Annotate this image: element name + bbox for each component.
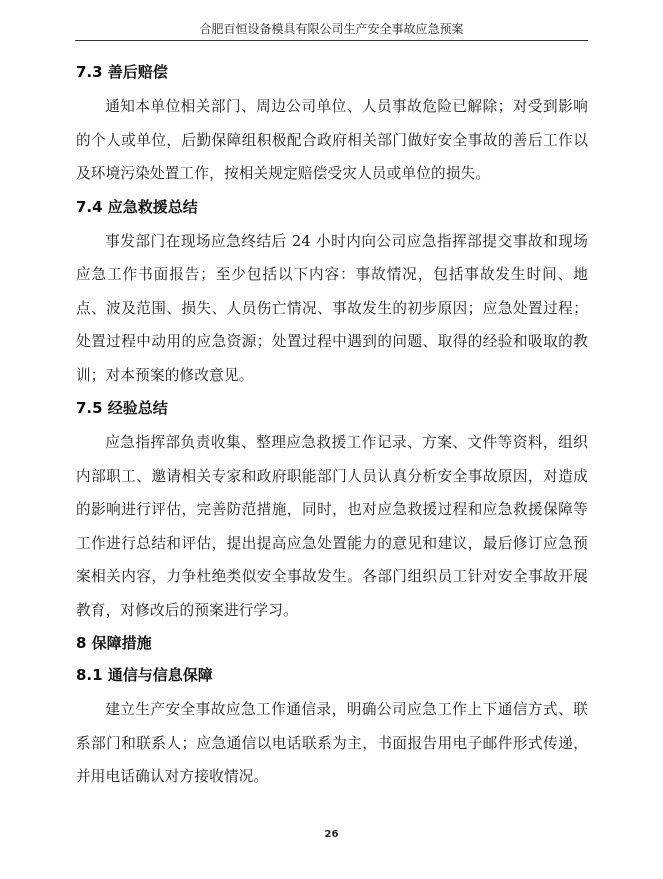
section-body-7-5: 应急指挥部负责收集、整理应急救援工作记录、方案、文件等资料，组织内部职工、邀请相关专家和政府职能部门人员认真分析安全事故原因，对造成的影响进行评估，完善防范措施，同时，也对应急救援过程和应急救援保障等工作进行总结和评估，提出提高应急处置能力的意见和建议，最后修订应急预案相关内容，力争杜绝类似安全事故发生。各部门组织员工针对安全事故开展教育，对修改后的预案进行学习。 [76, 434, 588, 619]
section-heading-8-1: 8.1 通信与信息保障 [76, 666, 213, 684]
section-body-7-3: 通知本单位相关部门、周边公司单位、人员事故危险已解除；对受到影响的个人或单位，后勤保障组积极配合政府相关部门做好安全事故的善后工作以及环境污染处置工作，按相关规定赔偿受灾人员或单位的损失。 [76, 98, 588, 182]
section-heading-7-4: 7.4 应急救援总结 [76, 197, 198, 216]
chapter-heading-8: 8 保障措施 [76, 634, 152, 652]
section-body-7-4: 事发部门在现场应急终结后 24 小时内向公司应急指挥部提交事故和现场应急工作书面报告；至少包括以下内容：事故情况，包括事故发生时间、地点、波及范围、损失、人员伤亡情况、事故发生的初步原因；应急处置过程；处置过程中动用的应急资源；处置过程中遇到的问题、取得的经验和吸取的教训；对本预案的修改意见。 [76, 232, 588, 384]
page-number: 26 [324, 829, 339, 840]
page-header: 合肥百恒设备模具有限公司生产安全事故应急预案 [75, 22, 588, 41]
page-content [76, 62, 588, 800]
section-heading-7-3: 7.3 善后赔偿 [76, 63, 168, 81]
section-heading-7-5: 7.5 经验总结 [76, 399, 168, 417]
section-body-8-1: 建立生产安全事故应急工作通信录，明确公司应急工作上下通信方式、联系部门和联系人；应急通信以电话联系为主，书面报告用电子邮件形式传递，并用电话确认对方接收情况。 [76, 701, 588, 785]
